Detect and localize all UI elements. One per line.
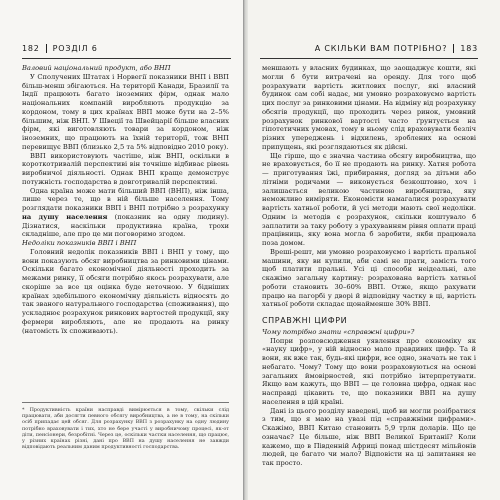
- left-page-body: [22, 64, 229, 335]
- paragraph: Головний недолік показників ВВП і ВНП у тому, що вони показують обсяг виробництва за ринковими цінами. Оскільки багато економічної діяльності проходить за межами ринку, її обсяги потрібно якось розрахувати, але скоріше за все ця оцінка буде неточною. У бідніших країнах здебільшого економічну діяльність відносять до так званого натурального господарства (споживання), що ускладнює розрахунок ринкових вартостей продукції, яку фермери виробляють, але не продають на ринку (натомість їх споживають).: [22, 247, 229, 335]
- right-page-number: 183: [460, 44, 478, 53]
- left-page-header: [22, 44, 98, 53]
- paragraph: Вреші-решт, ми умовно розраховуємо і вартість пральної машини, яку ви купили, аби самі не прати, замість того щоб платити пральні. Усі ці способи неідеальні, але скажімо загальну картину: розрахована вартість хатньої роботи становить 30–60% ВВП. Отже, якщо рахувати працю на пагорбі у дворі й відповідну частку в ці, вартість хатньої роботи складає щонайменше 30% ВВП.: [262, 247, 476, 309]
- footnote: * Продуктивність країни насправді вимірюється в тому, скільки слід працювати, аби досягти певного обсягу виробництва, а не в тому, на скільки осіб припадає цей обсяг. Для розрахунку ВВП з розрахунку на одну людину потрібно враховувати і тих, хто не бере участі у виробничому процесі, як-от діти, пенсіонери, безробітні. Через це, оскільки частки населення, що працює, у різних країнах різні, дані про ВВП на душу населення не завжди відповідають реальним даним продуктивності господарства.: [22, 402, 229, 450]
- header-separator: [46, 44, 47, 53]
- right-header-rule: [260, 58, 478, 59]
- left-header-rule: [22, 58, 231, 59]
- paragraph: ВВП використовують частіше, ніж ВНП, оскільки в короткотривалій перспективі він точніше відбиває рівень виробничої діяльності. Однак ВНП краще демонструє потужність господарства в довготривалій перспективі.: [22, 151, 229, 186]
- left-page: [0, 0, 243, 500]
- paragraph: меншають у власних будинках, що заощаджує кошти, які могли б бути витрачені на оренду. Для того щоб розрахувати вартість житлових послуг, які власний будинок сам собі надає, ми умовно розраховуємо вартість цих послуг за ринковими цінами. На відміну від розрахунку обсягів продукції, що проходить через ринок, умовний розрахунок ринкової вартості часто ґрунтується на гіпотетичних умовах, тому в ньому слід враховувати безліч різних упереджень і відхилень, зроблених на основі припущень, які розглядаються як дійсні.: [262, 64, 476, 151]
- paragraph: У Сполучених Штатах і Норвегії показники ВНП і ВВП більш-менш збігаються. На території Канади, Бразилії та Індії працюють багато іноземних фірм, однак мало національних компаній виробляють продукцію за кордоном, тому в цих країнах ВВП може бути на 2–5% більшим, ніж ВНП. У Швеції та Швейцарії більше власних фірм, які виготовляють товари за кордоном, ніж іноземних, що працюють на їхній території, тож ВНП перевищує ВВП (близько 2,5 та 5% відповідно 2010 року).: [22, 72, 229, 151]
- left-page-number: 182: [22, 44, 40, 53]
- section-heading: СПРАВЖНІ ЦИФРИ: [262, 316, 348, 325]
- right-page-header: [315, 44, 478, 53]
- paragraph: Дані із цього розділу наведені, щоб ви могли розібратися з тим, що я маю на увазі під «справжніми цифрами». Скажімо, ВВП Китаю становить 5,9 трлн доларів. Що це означає? Це більше, ніж ВВП Великої Британії? Коли кажемо, що в Південній Африці понад шістдесят мільйонів людей, це багато чи мало? Відповісти на ці запитання не так просто.: [262, 406, 476, 467]
- right-chapter-label: А СКІЛЬКИ ВАМ ПОТРІБНО?: [314, 44, 448, 53]
- paragraph: Попри розповсюдження уявлення про економіку як «науку цифр», у ній відносно мало правдивих цифр. Та й вони, як вже так, будь-які цифри, все одно, значать не так і небагато. Чому? Тому що вони розраховуються на основі загальних ймовірностей, які потрібно інтерпретувати. Якщо вам кажуть, що ВВП — це головна цифра, однак нас насправді цікавить те, що показники ВВП на душу населення в цій країні.: [262, 336, 476, 406]
- section-subtitle: Чому потрібно знати «справжні цифри»?: [262, 327, 415, 336]
- left-chapter-label: РОЗДІЛ 6: [52, 44, 98, 53]
- header-separator: [453, 44, 454, 53]
- right-page: [248, 0, 500, 500]
- subheading: Недоліки показників ВВП і ВНП: [22, 239, 137, 247]
- subheading: Валовий національний продукт, або ВНП: [22, 64, 171, 72]
- paragraph: Одна країна може мати більший ВВП (ВНП), ніж інша, лише через те, що в ній більше населення. Тому розглядати показники ВВП і ВНП потрібно з розрахунку на душу населення (показник на одну людину). Дізнатися, наскільки продуктивна країна, трохи складніше, але про це ми поговоримо згодом.: [22, 186, 229, 239]
- right-page-body: [262, 64, 476, 468]
- paragraph: Ще гірше, що є значна частина обсягу виробництва, що не враховується, бо її не продають на ринку. Хатня робота — приготування їжі, прибирання, догляд за дітьми або літніми родичами — виконується безкоштовно, хоч і залишається великою частиною виробництва, яку неможливо виміряти. Економісти намагалися розрахувати вартість хатньої роботи, й усі методи мають свої недоліки. Одним із методів є розрахунок, скільки коштувало б заплатити за таку роботу з урахуванням рівня оплати праці працівниць, яку вона могла б заробити, якби працювала поза домом.: [262, 151, 476, 247]
